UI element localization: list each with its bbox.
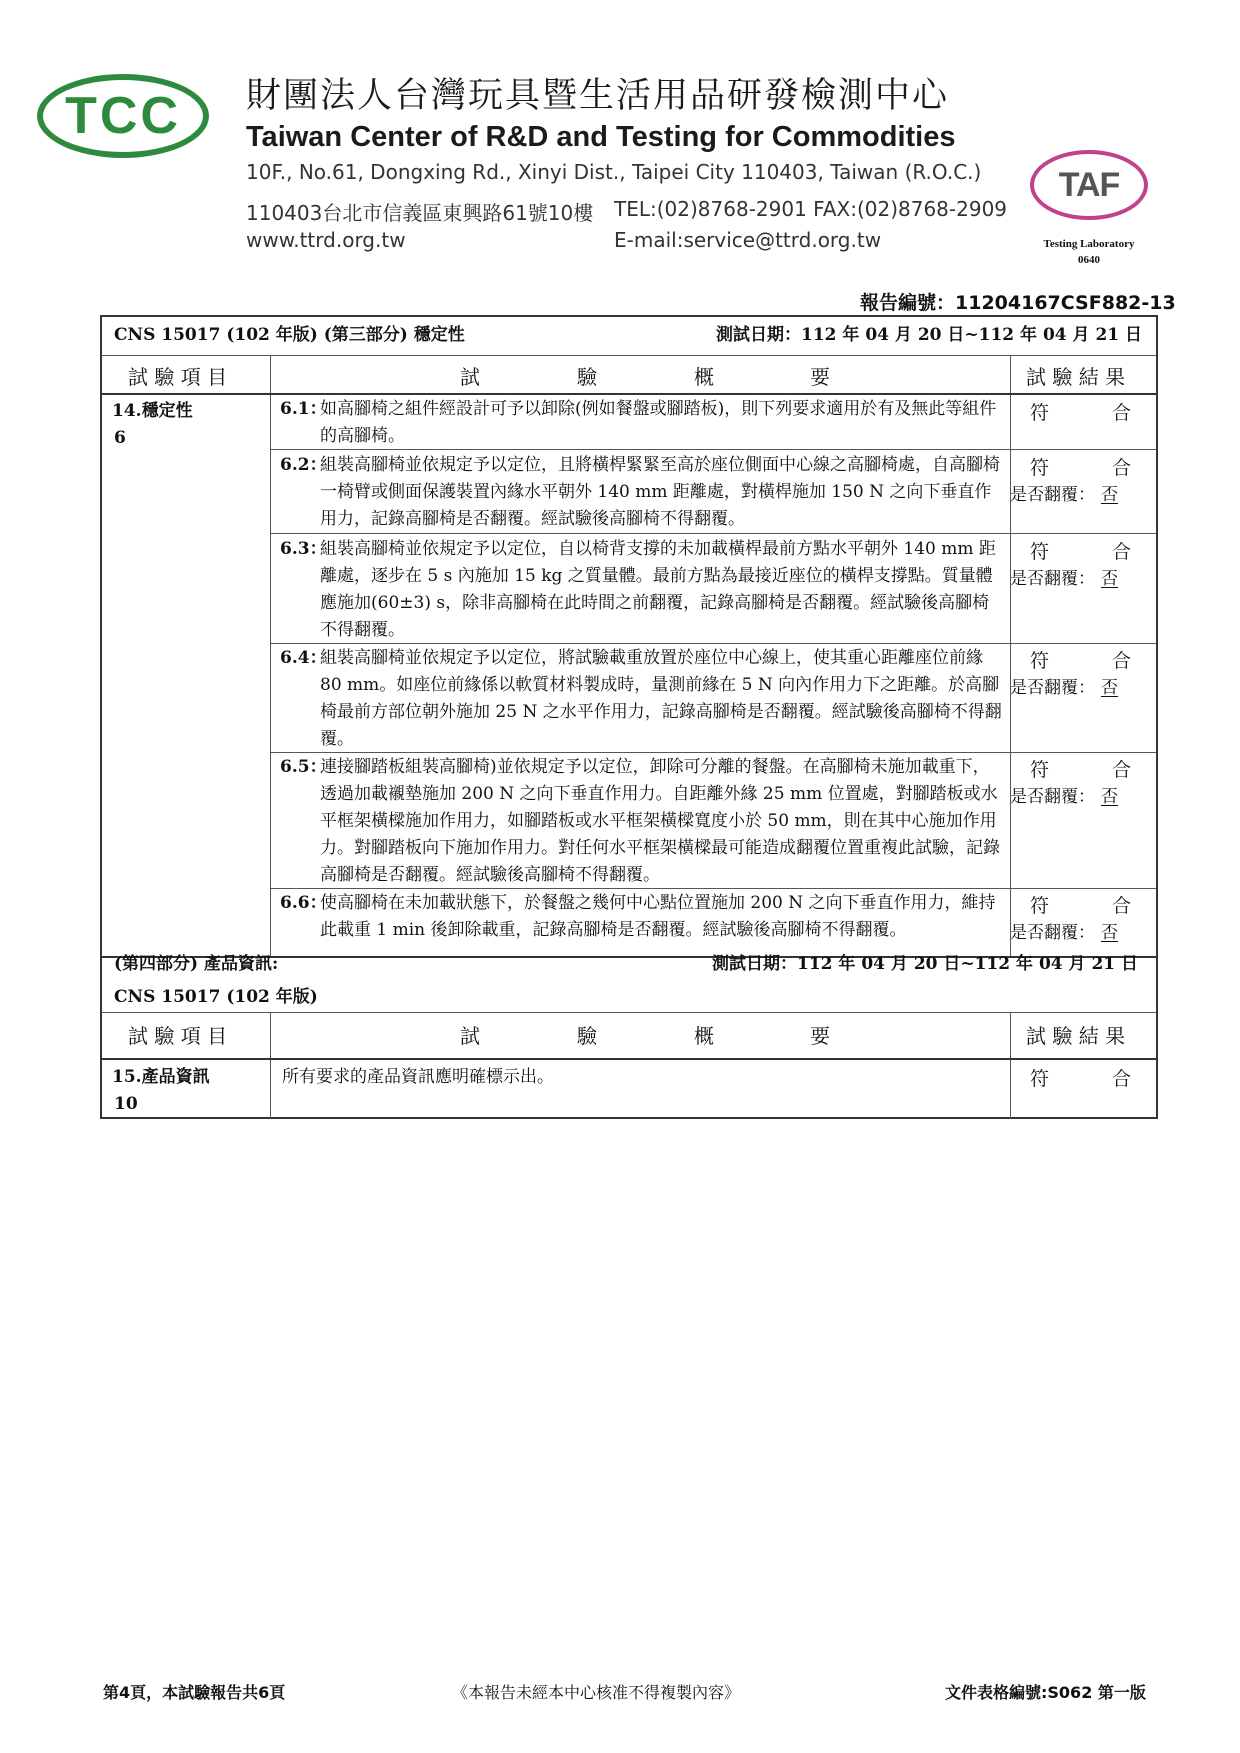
org-name-en: Taiwan Center of R&D and Testing for Commodities: [246, 121, 956, 153]
row-line: [101, 393, 1157, 395]
clause-no: 6.3：: [280, 539, 327, 559]
col-header-summary-1: 試: [460, 1024, 480, 1048]
col-header-summary-4: 要: [810, 1024, 830, 1048]
col-divider-right-2: [1010, 1012, 1011, 1119]
col-header-result: 試 驗 結 果: [1026, 1024, 1126, 1048]
result-right: 合: [1112, 895, 1132, 917]
result-left: 符: [1030, 457, 1050, 479]
result-right: 合: [1112, 1068, 1132, 1090]
col-header-summary-2: 驗: [577, 1024, 597, 1048]
clause-no: 6.6：: [280, 893, 327, 913]
col-header-item: 試 驗 項 目: [128, 365, 228, 389]
result-left: 符: [1030, 402, 1050, 424]
taf-logo-text: TAF: [1058, 165, 1120, 204]
item-title: 15.產品資訊: [112, 1067, 210, 1087]
tel-fax: TEL:(02)8768-2901 FAX:(02)8768-2909: [614, 197, 1008, 221]
result-left: 符: [1030, 759, 1050, 781]
overturn-label: 是否翻覆：: [1010, 569, 1095, 589]
overturn-value: 否: [1101, 787, 1118, 807]
overturn-field: [1010, 918, 1132, 943]
page-info: 第4頁，本試驗報告共6頁: [103, 1683, 286, 1702]
clause-no: 6.1：: [280, 399, 327, 419]
website: www.ttrd.org.tw: [246, 228, 406, 252]
row-line: [101, 1058, 1157, 1060]
section4-test-date: 測試日期：112 年 04 月 20 日~112 年 04 月 21 日: [712, 954, 1139, 974]
clause-6-4: [280, 645, 1002, 753]
clause-6-3: [280, 536, 1002, 644]
result-right: 合: [1112, 457, 1132, 479]
address-en: 10F., No.61, Dongxing Rd., Xinyi Dist., Taipei City 110403, Taiwan (R.O.C.): [246, 160, 982, 184]
col-header-summary-2: 驗: [577, 365, 597, 389]
tcc-logo-text: TCC: [65, 87, 181, 145]
clause-no: 6.2：: [280, 455, 327, 475]
overturn-label: 是否翻覆：: [1010, 678, 1095, 698]
clause-text: 使高腳椅在未加載狀態下，於餐盤之幾何中心點位置施加 200 N 之向下垂直作用力，維持此載重 1 min 後卸除載重，記錄高腳椅是否翻覆。經試驗後高腳椅不得翻覆。: [320, 893, 996, 940]
result-right: 合: [1112, 759, 1132, 781]
clause-6-2: [280, 452, 1002, 533]
overturn-value: 否: [1101, 678, 1118, 698]
item-number: 6: [114, 428, 126, 448]
overturn-label: 是否翻覆：: [1010, 923, 1095, 943]
result-right: 合: [1112, 402, 1132, 424]
item-text: 所有要求的產品資訊應明確標示出。: [282, 1067, 554, 1087]
overturn-value: 否: [1101, 485, 1118, 505]
result-left: 符: [1030, 541, 1050, 563]
overturn-field: [1010, 564, 1132, 589]
col-divider-left-2: [270, 1012, 271, 1119]
overturn-field: [1010, 782, 1132, 807]
overturn-label: 是否翻覆：: [1010, 485, 1095, 505]
col-header-summary-3: 概: [694, 365, 714, 389]
col-divider-right: [1010, 355, 1011, 956]
taf-caption-text: Testing Laboratory: [1043, 238, 1135, 250]
report-number: 報告編號：11204167CSF882-13: [860, 292, 1176, 314]
taf-number: 0640: [1078, 254, 1100, 266]
section4-title: (第四部分) 產品資訊:: [114, 954, 279, 974]
result-right: 合: [1112, 541, 1132, 563]
taf-caption: [1030, 236, 1148, 268]
result-right: 合: [1112, 650, 1132, 672]
result-left: 符: [1030, 650, 1050, 672]
section3-title: CNS 15017 (102 年版) (第三部分) 穩定性: [114, 325, 465, 345]
clause-no: 6.4：: [280, 648, 327, 668]
copy-notice: 《本報告未經本中心核准不得複製內容》: [452, 1683, 741, 1702]
overturn-value: 否: [1101, 923, 1118, 943]
clause-6-1: [280, 396, 1002, 450]
overturn-field: [1010, 673, 1132, 698]
clause-text: 組裝高腳椅並依規定予以定位，且將橫桿緊緊至高於座位側面中心線之高腳椅處，自高腳椅一椅臂或側面保護裝置內緣水平朝外 140 mm 距離處，對橫桿施加 150 N 之向下垂直作用力，記錄高腳椅是否翻覆。經試驗後高腳椅不得翻覆。: [320, 455, 1000, 529]
col-header-summary-4: 要: [810, 365, 830, 389]
email: E-mail:service@ttrd.org.tw: [614, 228, 882, 252]
row-line: [101, 1012, 1157, 1013]
clause-no: 6.5：: [280, 757, 327, 777]
col-divider-left: [270, 355, 271, 956]
clause-text: 連接腳踏板組裝高腳椅)並依規定予以定位，卸除可分離的餐盤。在高腳椅未施加載重下，透過加載襯墊施加 200 N 之向下垂直作用力。自距離外緣 25 mm 位置處，對腳踏板或水平框架橫樑施加作用力，如腳踏板或水平框架橫樑寬度小於 50 mm，則在其中心施加作用力。對腳踏板向下施加作用力。對任何水平框架橫樑最可能造成翻覆位置重複此試驗，記錄高腳椅是否翻覆。經試驗後高腳椅不得翻覆。: [320, 757, 1000, 885]
clause-text: 如高腳椅之組件經設計可予以卸除(例如餐盤或腳踏板)，則下列要求適用於有及無此等組件的高腳椅。: [320, 399, 997, 446]
col-header-summary-3: 概: [694, 1024, 714, 1048]
clause-text: 組裝高腳椅並依規定予以定位，將試驗載重放置於座位中心線上，使其重心距離座位前緣 80 mm。如座位前緣係以軟質材料製成時，量測前緣在 5 N 向內作用力下之距離。於高腳椅最前方部位朝外施加 25 N 之水平作用力，記錄高腳椅是否翻覆。經試驗後高腳椅不得翻覆。: [320, 648, 1002, 749]
section4-standard: CNS 15017 (102 年版): [114, 987, 318, 1007]
section3-test-date: 測試日期：112 年 04 月 20 日~112 年 04 月 21 日: [716, 325, 1143, 345]
org-name-zh: 財團法人台灣玩具暨生活用品研發檢測中心: [246, 76, 950, 116]
clause-6-6: [280, 890, 1002, 944]
col-header-summary-1: 試: [460, 365, 480, 389]
overturn-label: 是否翻覆：: [1010, 787, 1095, 807]
taf-logo: [1030, 150, 1148, 220]
result-left: 符: [1030, 895, 1050, 917]
tcc-logo: [37, 74, 209, 158]
row-line: [101, 355, 1157, 356]
overturn-field: [1010, 480, 1132, 505]
row-line: [271, 533, 1157, 534]
col-header-item: 試 驗 項 目: [128, 1024, 228, 1048]
clause-text: 組裝高腳椅並依規定予以定位，自以椅背支撐的未加載橫桿最前方點水平朝外 140 mm 距離處，逐步在 5 s 內施加 15 kg 之質量體。最前方點為最接近座位的橫桿支撐點。質量體應施加(60±3) s，除非高腳椅在此時間之前翻覆，記錄高腳椅是否翻覆。經試驗後高腳椅不得翻覆。: [320, 539, 996, 640]
item-number: 10: [114, 1094, 138, 1114]
col-header-result: 試 驗 結 果: [1026, 365, 1126, 389]
item-title: 14.穩定性: [112, 401, 193, 421]
overturn-value: 否: [1101, 569, 1118, 589]
address-zh: 110403台北市信義區東興路61號10樓: [246, 201, 594, 225]
result-left: 符: [1030, 1068, 1050, 1090]
clause-6-5: [280, 754, 1002, 889]
form-number: 文件表格編號:S062 第一版: [945, 1683, 1146, 1702]
